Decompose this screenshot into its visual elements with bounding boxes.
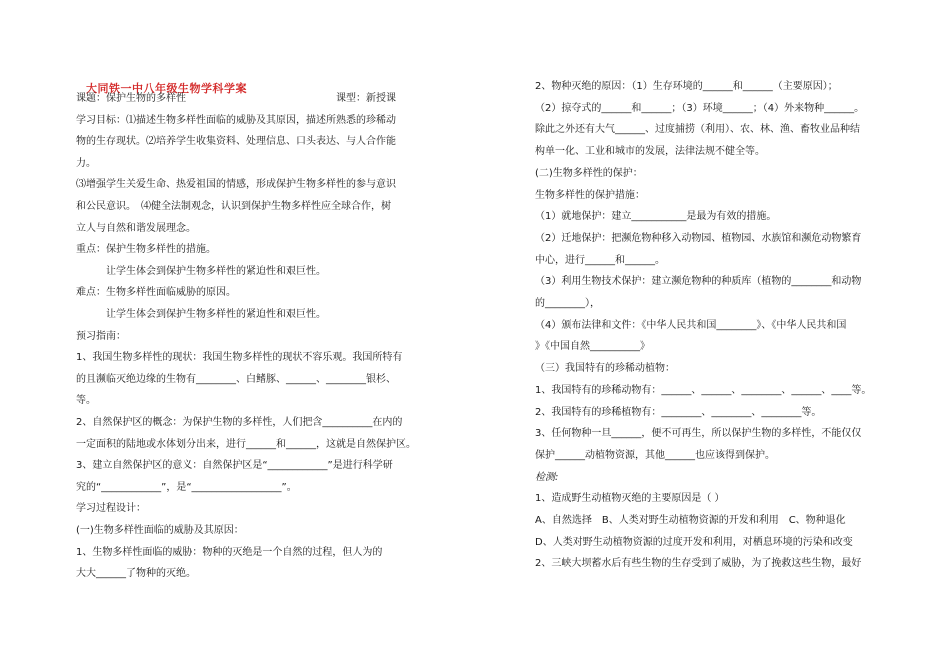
right-line-1: 2、物种灭绝的原因：（1）生存环境的______和______（主要原因）；: [535, 81, 838, 92]
left-line-3: 物的生存现状。⑵培养学生收集资料、处理信息、口头表达、与人合作能: [76, 136, 396, 148]
right-line-4: 构单一化、工业和城市的发展，法律法规不健全等。: [535, 146, 765, 158]
left-line-14: 的且濒临灭绝边缘的生物有________、白鳍豚、______、________银杉、: [76, 373, 396, 385]
right-line-5: (二)生物多样性的保护：: [535, 167, 643, 179]
page-title: 大同铁一中八年级生物学科学案: [86, 82, 247, 95]
right-line-13: 》《中国自然__________》: [535, 341, 650, 353]
right-line-8: （2）迁地保护：把濒危物种移入动物园、植物园、水族馆和濒危动物繁育: [535, 232, 862, 244]
right-line-23: 2、三峡大坝蓄水后有些生物的生存受到了威胁，为了挽救这些生物，最好: [535, 558, 862, 570]
left-line-17: 一定面积的陆地或水体划分出来，进行______和______，这就是自然保护区。: [76, 438, 416, 450]
left-line-12: 预习指南：: [76, 330, 126, 342]
left-line-16: 2、自然保护区的概念：为保护生物的多样性，人们把含__________在内的: [76, 417, 403, 428]
test-section-heading: 检测:: [535, 471, 559, 483]
left-line-21: (一)生物多样性面临的威胁及其原因：: [76, 525, 244, 536]
left-line-11: 让学生体会到保护生物多样性的紧迫性和艰巨性。: [76, 309, 326, 320]
right-line-14: （三）我国特有的珍稀动植物：: [535, 363, 675, 375]
right-line-12: （4）颁布法律和文件：《中华人民共和国________》、《中华人民共和国: [535, 319, 847, 331]
left-line-7: 立人与自然和谐发展理念。: [76, 222, 196, 234]
right-line-9: 中心，进行______和______。: [535, 254, 665, 266]
right-line-20: 1、造成野生动植物灭绝的主要原因是（ ）: [535, 493, 725, 505]
left-line-4: 力。: [76, 157, 96, 169]
right-line-21: A、自然选择 B、人类对野生动植物资源的开发和利用 C、物种退化: [535, 515, 846, 526]
right-line-6: 生物多样性的保护措施：: [535, 189, 645, 201]
left-line-23: 大大______了物种的灭绝。: [76, 568, 196, 580]
right-line-17: 3、任何物种一旦______，便不可再生，所以保护生物的多样性，不能仅仅: [535, 428, 862, 440]
left-line-2: 学习目标：⑴描述生物多样性面临的威胁及其原因，描述所熟悉的珍稀动: [76, 114, 396, 126]
right-line-2: （2）掠夺式的______和______；（3）环境______；（4）外来物种______。: [535, 102, 865, 114]
left-line-8: 重点：保护生物多样性的措施。: [76, 244, 216, 256]
left-line-10: 难点：生物多样性面临威胁的原因。: [76, 287, 236, 299]
right-line-11: 的________），: [535, 298, 600, 309]
right-line-22: D、人类对野生动植物资源的过度开发和利用，对栖息环境的污染和改变: [535, 536, 853, 548]
right-line-15: 1、我国特有的珍稀动物有：______、______、________、______、____等。: [535, 384, 872, 396]
right-line-7: （1）就地保护：建立___________是最为有效的措施。: [535, 211, 777, 223]
left-line-15: 等。: [76, 395, 96, 407]
left-line-19: 究的“____________”，是“__________________”。: [76, 481, 297, 493]
left-line-20: 学习过程设计：: [76, 503, 146, 515]
left-line-5: ⑶增强学生关爱生命、热爱祖国的情感，形成保护生物多样性的参与意识: [76, 179, 396, 191]
right-line-16: 2、我国特有的珍稀植物有：________、________、________等。: [535, 406, 822, 418]
right-line-18: 保护______动植物资源，其他______也应该得到保护。: [535, 449, 775, 461]
left-line-18: 3、建立自然保护区的意义：自然保护区是“____________”是进行科学研: [76, 460, 393, 472]
left-line-13: 1、我国生物多样性的现状：我国生物多样性的现状不容乐观。我国所特有: [76, 352, 403, 364]
left-line-9: 让学生体会到保护生物多样性的紧迫性和艰巨性。: [76, 265, 326, 277]
right-line-3: 除此之外还有大气______、过度捕捞（利用）、农、林、渔、畜牧业品种结: [535, 124, 860, 136]
left-line-6: 和公民意识。 ⑷健全法制观念，认识到保护生物多样性应全球合作，树: [76, 201, 391, 212]
left-line-22: 1、生物多样性面临的威胁：物种的灭绝是一个自然的过程，但人为的: [76, 546, 383, 558]
left-line-1: 课题：保护生物的多样性 课型：新授课: [76, 93, 396, 104]
right-line-10: （3）利用生物技术保护：建立濒危物种的种质库（植物的________和动物: [535, 276, 862, 288]
